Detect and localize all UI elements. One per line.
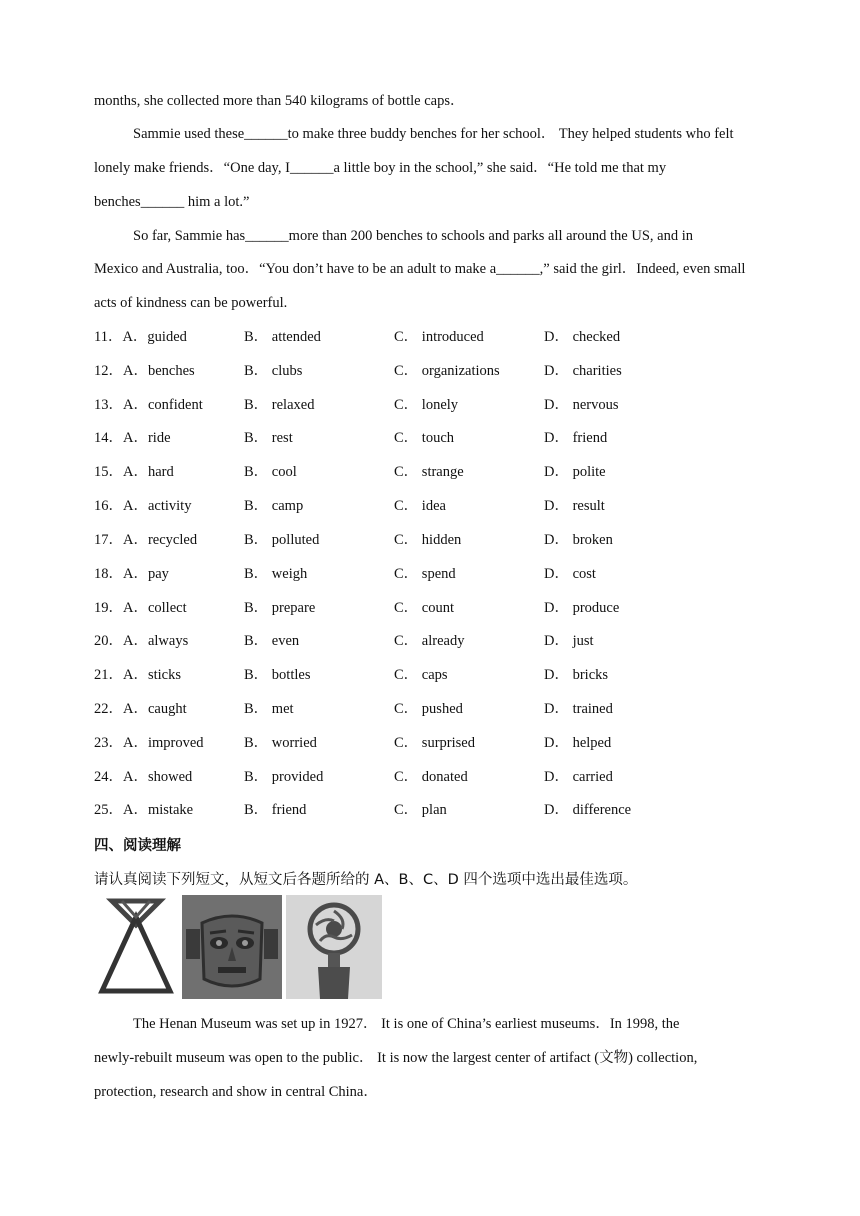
section-heading: 四、阅读理解 — [94, 838, 181, 854]
question-row — [94, 699, 794, 719]
option-a: 12．A．benches — [94, 363, 195, 379]
option-d: D． just — [544, 633, 594, 649]
option-c: C． touch — [394, 430, 455, 446]
option-d: D． produce — [544, 600, 620, 616]
option-b: B． weigh — [244, 566, 308, 582]
option-a: 21．A．sticks — [94, 667, 181, 683]
option-c: C． introduced — [394, 329, 484, 345]
option-c: C． already — [394, 633, 465, 649]
passage-line-4: benches______ him a lot.” — [94, 194, 250, 210]
option-a: 23．A．improved — [94, 735, 204, 751]
passage-line-6: Mexico and Australia, too．“You don’t have to be an adult to make a______,” said the girl．Indeed, even small — [94, 261, 746, 277]
option-b: B． met — [244, 701, 294, 717]
option-b: B． polluted — [244, 532, 320, 548]
passage-line-2: Sammie used these______to make three buddy benches for her school． They helped students who felt — [133, 126, 734, 142]
question-row — [94, 631, 794, 651]
option-d: D． broken — [544, 532, 613, 548]
option-c: C． surprised — [394, 735, 475, 751]
option-c: C． spend — [394, 566, 456, 582]
option-d: D． polite — [544, 464, 606, 480]
option-a: 13．A．confident — [94, 397, 203, 413]
reading-line-1: The Henan Museum was set up in 1927． It is one of China’s earliest museums．In 1998, the — [133, 1016, 680, 1032]
passage-line-5: So far, Sammie has______more than 200 benches to schools and parks all around the US, and in — [133, 228, 693, 244]
option-c: C． hidden — [394, 532, 462, 548]
option-d: D． carried — [544, 769, 613, 785]
option-b: B． cool — [244, 464, 297, 480]
option-c: C． strange — [394, 464, 464, 480]
option-c: C． pushed — [394, 701, 463, 717]
question-row — [94, 428, 794, 448]
option-c: C． idea — [394, 498, 446, 514]
option-c: C． lonely — [394, 397, 459, 413]
option-a: 17．A．recycled — [94, 532, 198, 548]
option-b: B． worried — [244, 735, 317, 751]
bronze-mask-image — [182, 895, 282, 999]
option-b: B． rest — [244, 430, 293, 446]
option-a: 19．A．collect — [94, 600, 187, 616]
triangle-symbol-image — [94, 895, 178, 999]
option-d: D． result — [544, 498, 605, 514]
reading-line-2: newly-rebuilt museum was open to the public． It is now the largest center of artifact (文物) collection, — [94, 1050, 698, 1066]
question-row — [94, 733, 794, 753]
option-a: 24．A．showed — [94, 769, 193, 785]
question-row — [94, 665, 794, 685]
sun-disc-image — [286, 895, 382, 999]
option-c: C． plan — [394, 802, 447, 818]
option-c: C． caps — [394, 667, 448, 683]
option-b: B． bottles — [244, 667, 311, 683]
question-row — [94, 530, 794, 550]
option-b: B． clubs — [244, 363, 303, 379]
option-c: C． donated — [394, 769, 468, 785]
option-a: 16．A．activity — [94, 498, 192, 514]
option-d: D． bricks — [544, 667, 609, 683]
option-a: 22．A．caught — [94, 701, 187, 717]
question-row — [94, 800, 794, 820]
option-c: C． organizations — [394, 363, 500, 379]
option-b: B． prepare — [244, 600, 316, 616]
question-row — [94, 327, 794, 347]
option-b: B． camp — [244, 498, 304, 514]
option-a: 25．A．mistake — [94, 802, 194, 818]
passage-line-7: acts of kindness can be powerful. — [94, 295, 288, 311]
option-b: B． provided — [244, 769, 324, 785]
option-a: 20．A．always — [94, 633, 189, 649]
passage-line-3: lonely make friends．“One day, I______a little boy in the school,” she said．“He told me that my — [94, 160, 667, 176]
option-b: B． attended — [244, 329, 321, 345]
option-b: B． friend — [244, 802, 307, 818]
option-d: D． trained — [544, 701, 613, 717]
question-row — [94, 564, 794, 584]
option-a: 11．A．guided — [94, 329, 187, 345]
question-row — [94, 395, 794, 415]
option-b: B． even — [244, 633, 300, 649]
instruction-text: 请认真阅读下列短文，从短文后各题所给的 A、B、C、D 四个选项中选出最佳选项。 — [94, 872, 638, 888]
question-row — [94, 496, 794, 516]
option-b: B． relaxed — [244, 397, 315, 413]
reading-line-3: protection, research and show in central China． — [94, 1084, 378, 1100]
option-d: D． friend — [544, 430, 608, 446]
option-d: D． nervous — [544, 397, 619, 413]
question-row — [94, 598, 794, 618]
option-d: D． cost — [544, 566, 596, 582]
option-d: D． helped — [544, 735, 612, 751]
option-c: C． count — [394, 600, 455, 616]
option-a: 18．A．pay — [94, 566, 169, 582]
passage-line-1: months, she collected more than 540 kilograms of bottle caps． — [94, 93, 465, 109]
option-a: 14．A．ride — [94, 430, 171, 446]
question-row — [94, 361, 794, 381]
option-d: D． checked — [544, 329, 621, 345]
question-row — [94, 767, 794, 787]
question-row — [94, 462, 794, 482]
option-a: 15．A．hard — [94, 464, 174, 480]
option-d: D． difference — [544, 802, 632, 818]
option-d: D． charities — [544, 363, 622, 379]
